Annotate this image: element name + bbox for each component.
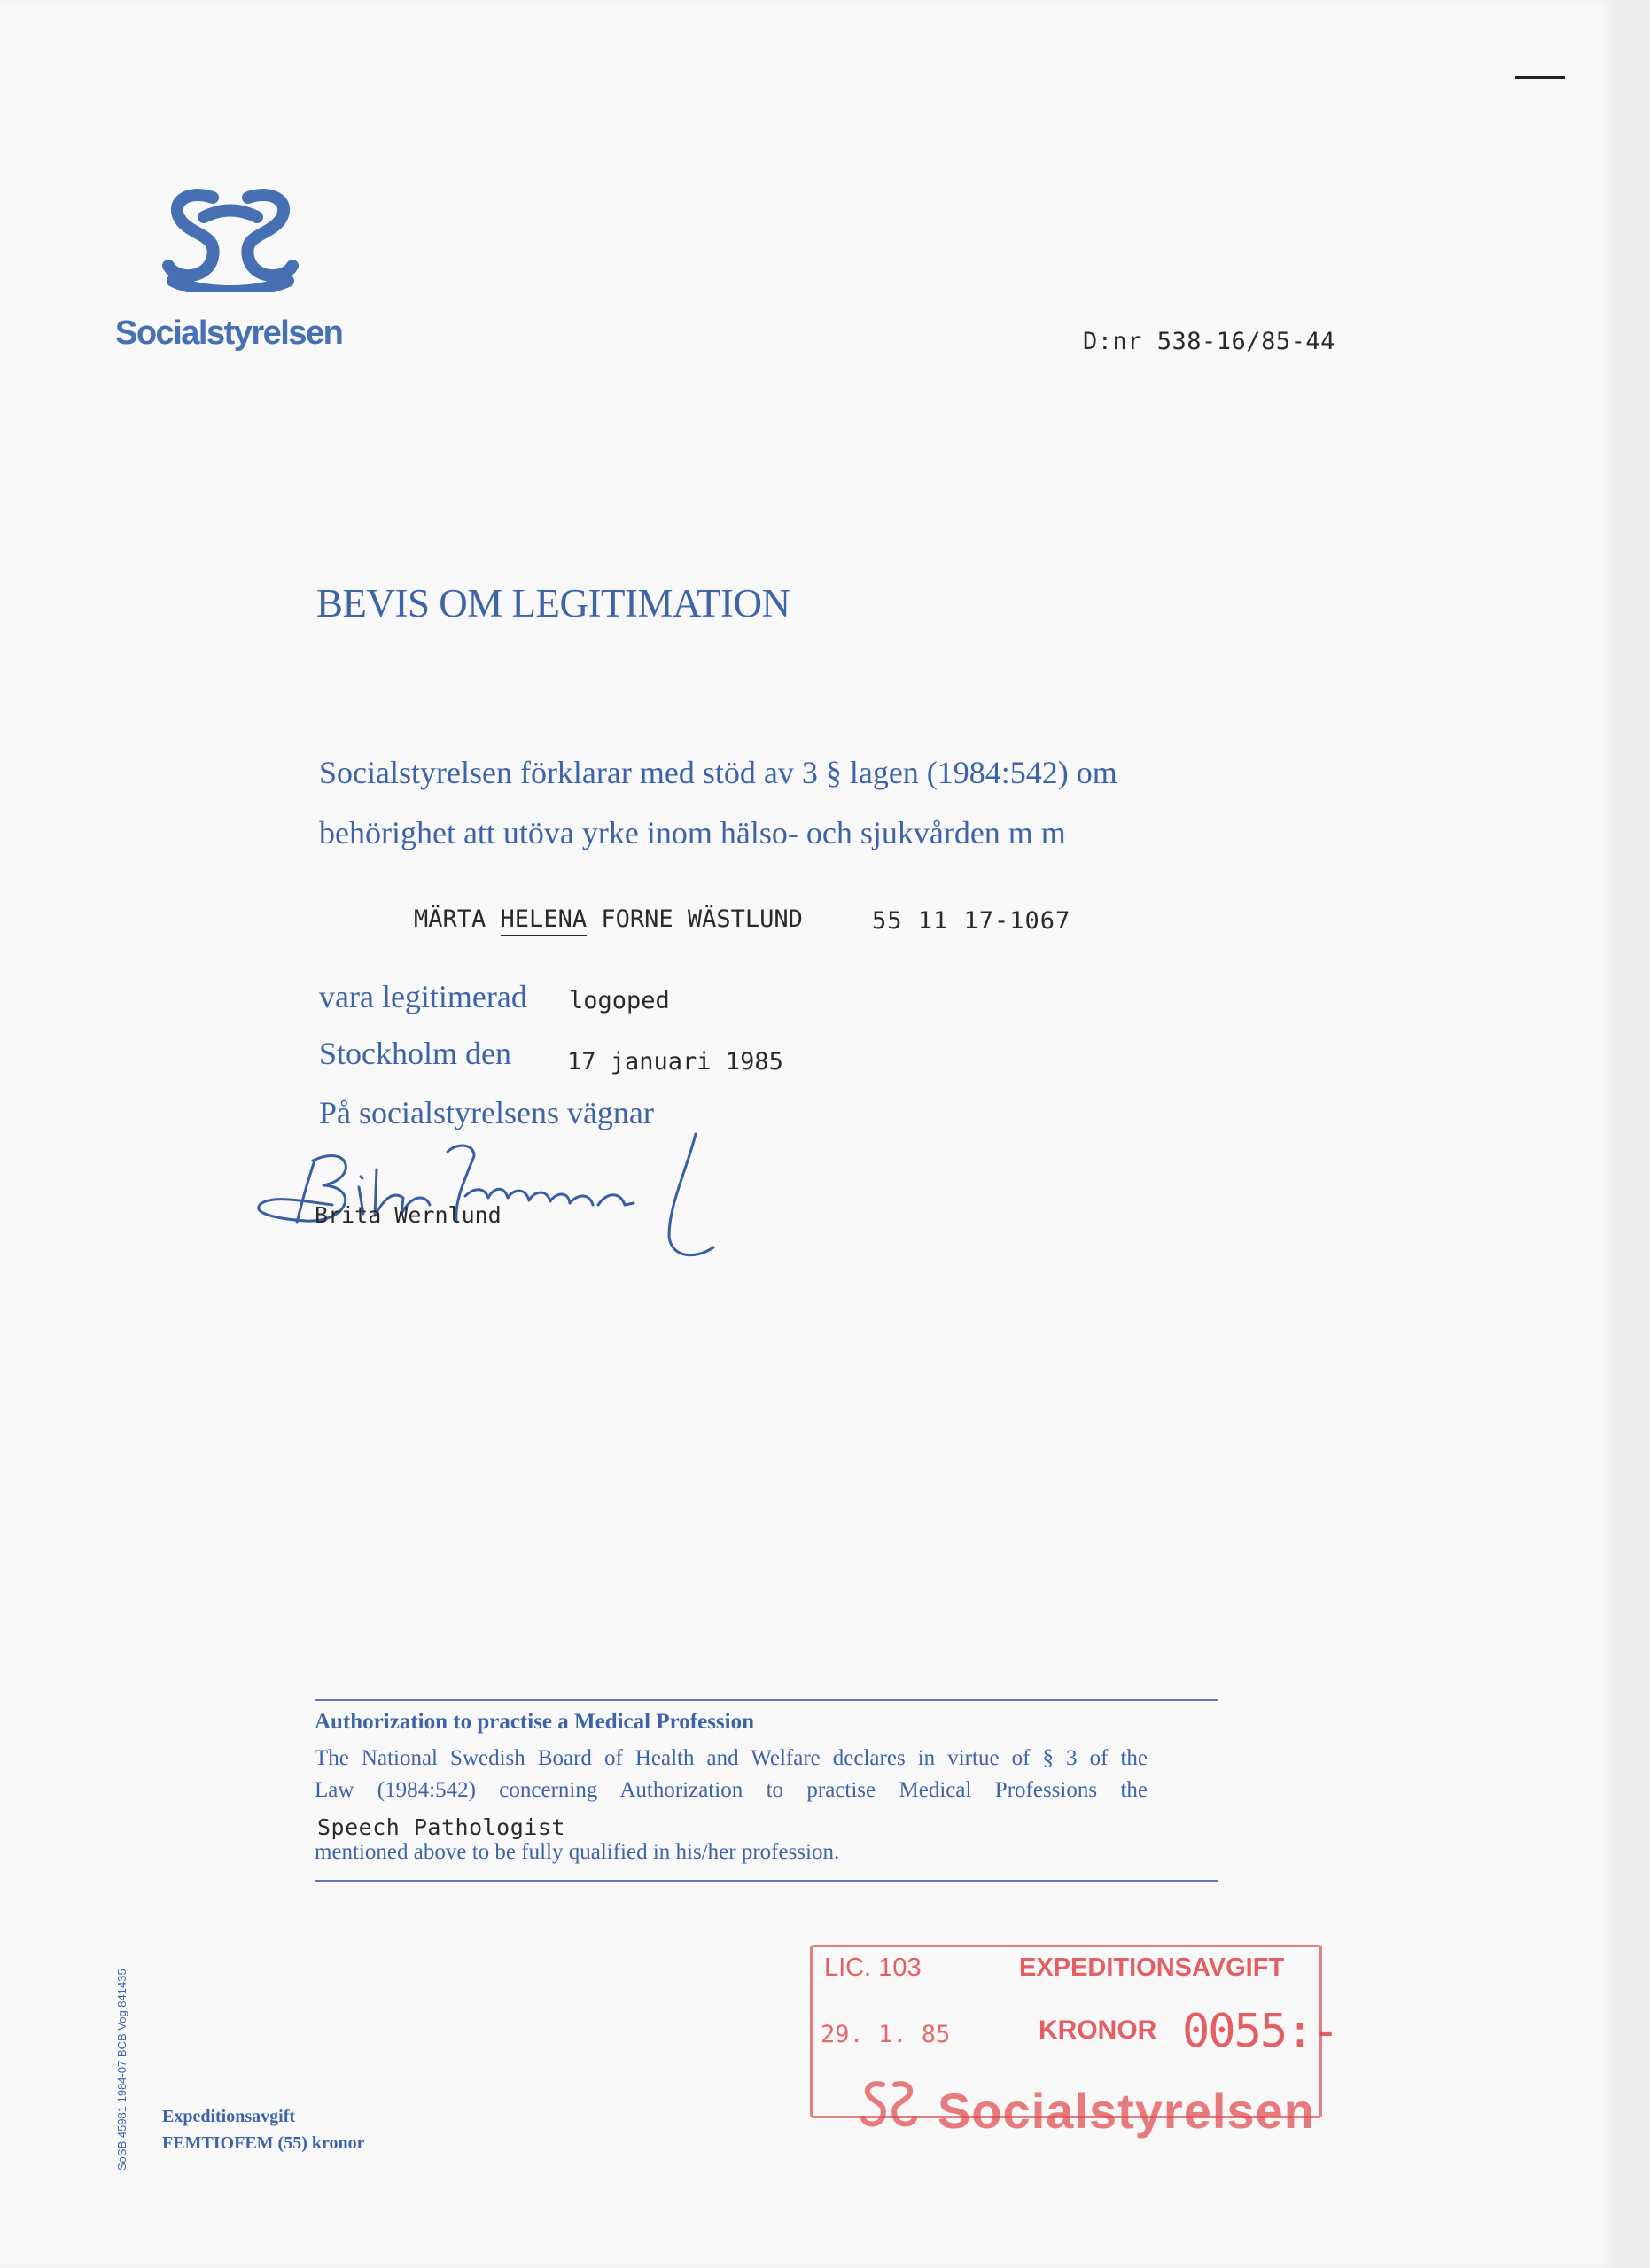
- rule-top: [315, 1699, 1218, 1701]
- legitimated-value: logoped: [569, 987, 670, 1014]
- name-underlined: HELENA: [501, 905, 588, 936]
- english-tail: mentioned above to be fully qualified in his/her profession.: [315, 1840, 840, 1864]
- name-rest: FORNE WÄSTLUND: [601, 905, 803, 933]
- fee-line-1: Expeditionsavgift: [162, 2107, 296, 2126]
- holder-name: [414, 905, 803, 933]
- intro-line-2: behörighet att utöva yrke inom hälso- och sjukvården m m: [319, 815, 1066, 850]
- logo-wordmark: Socialstyrelsen: [115, 315, 343, 352]
- stamp-currency: KRONOR: [1039, 2016, 1157, 2045]
- stamp-logo-icon: [858, 2078, 920, 2131]
- place-date-label: Stockholm den: [319, 1036, 511, 1071]
- fee-note: [162, 2103, 365, 2156]
- edge-mark: [1515, 76, 1565, 79]
- intro-text: [319, 742, 1294, 863]
- english-body: [315, 1743, 1148, 1806]
- logo-symbol-icon: [151, 182, 310, 292]
- english-line-2: Law (1984:542) concerning Authorization to practise Medical Professions the: [315, 1778, 1148, 1802]
- english-line-1: The National Swedish Board of Health and Welfare declares in virtue of § 3 of the: [315, 1746, 1148, 1770]
- signer-name: Brita Wernlund: [315, 1202, 502, 1228]
- fee-stamp: [805, 1936, 1338, 2148]
- english-profession: Speech Pathologist: [317, 1814, 565, 1840]
- form-code: SoSB 45981 1984-07 BCB Vog 841435: [115, 1969, 128, 2171]
- date-value: 17 januari 1985: [567, 1048, 783, 1076]
- page-edge: [1613, 0, 1650, 2268]
- socialstyrelsen-logo: [115, 182, 354, 359]
- reference-number: D:nr 538-16/85-44: [1083, 328, 1335, 355]
- stamp-fee-label: EXPEDITIONSAVGIFT: [1019, 1953, 1285, 1982]
- stamp-lic: LIC. 103: [824, 1953, 922, 1982]
- document-title: BEVIS OM LEGITIMATION: [316, 581, 790, 625]
- english-heading: Authorization to practise a Medical Profession: [315, 1710, 754, 1734]
- fee-line-2: FEMTIOFEM (55) kronor: [162, 2133, 365, 2153]
- intro-line-1: Socialstyrelsen förklarar med stöd av 3 § lagen (1984:542) om: [319, 755, 1117, 790]
- behalf-label: På socialstyrelsens vägnar: [319, 1095, 654, 1130]
- stamp-amount: 0055:-: [1182, 2005, 1338, 2058]
- rule-bottom: [315, 1880, 1218, 1882]
- legitimated-label: vara legitimerad: [319, 979, 527, 1014]
- stamp-date: 29. 1. 85: [821, 2021, 951, 2048]
- personal-number: 55 11 17-1067: [872, 907, 1071, 935]
- handwritten-signature: [253, 1116, 731, 1271]
- name-first: MÄRTA: [414, 905, 486, 933]
- stamp-organization: Socialstyrelsen: [938, 2083, 1315, 2139]
